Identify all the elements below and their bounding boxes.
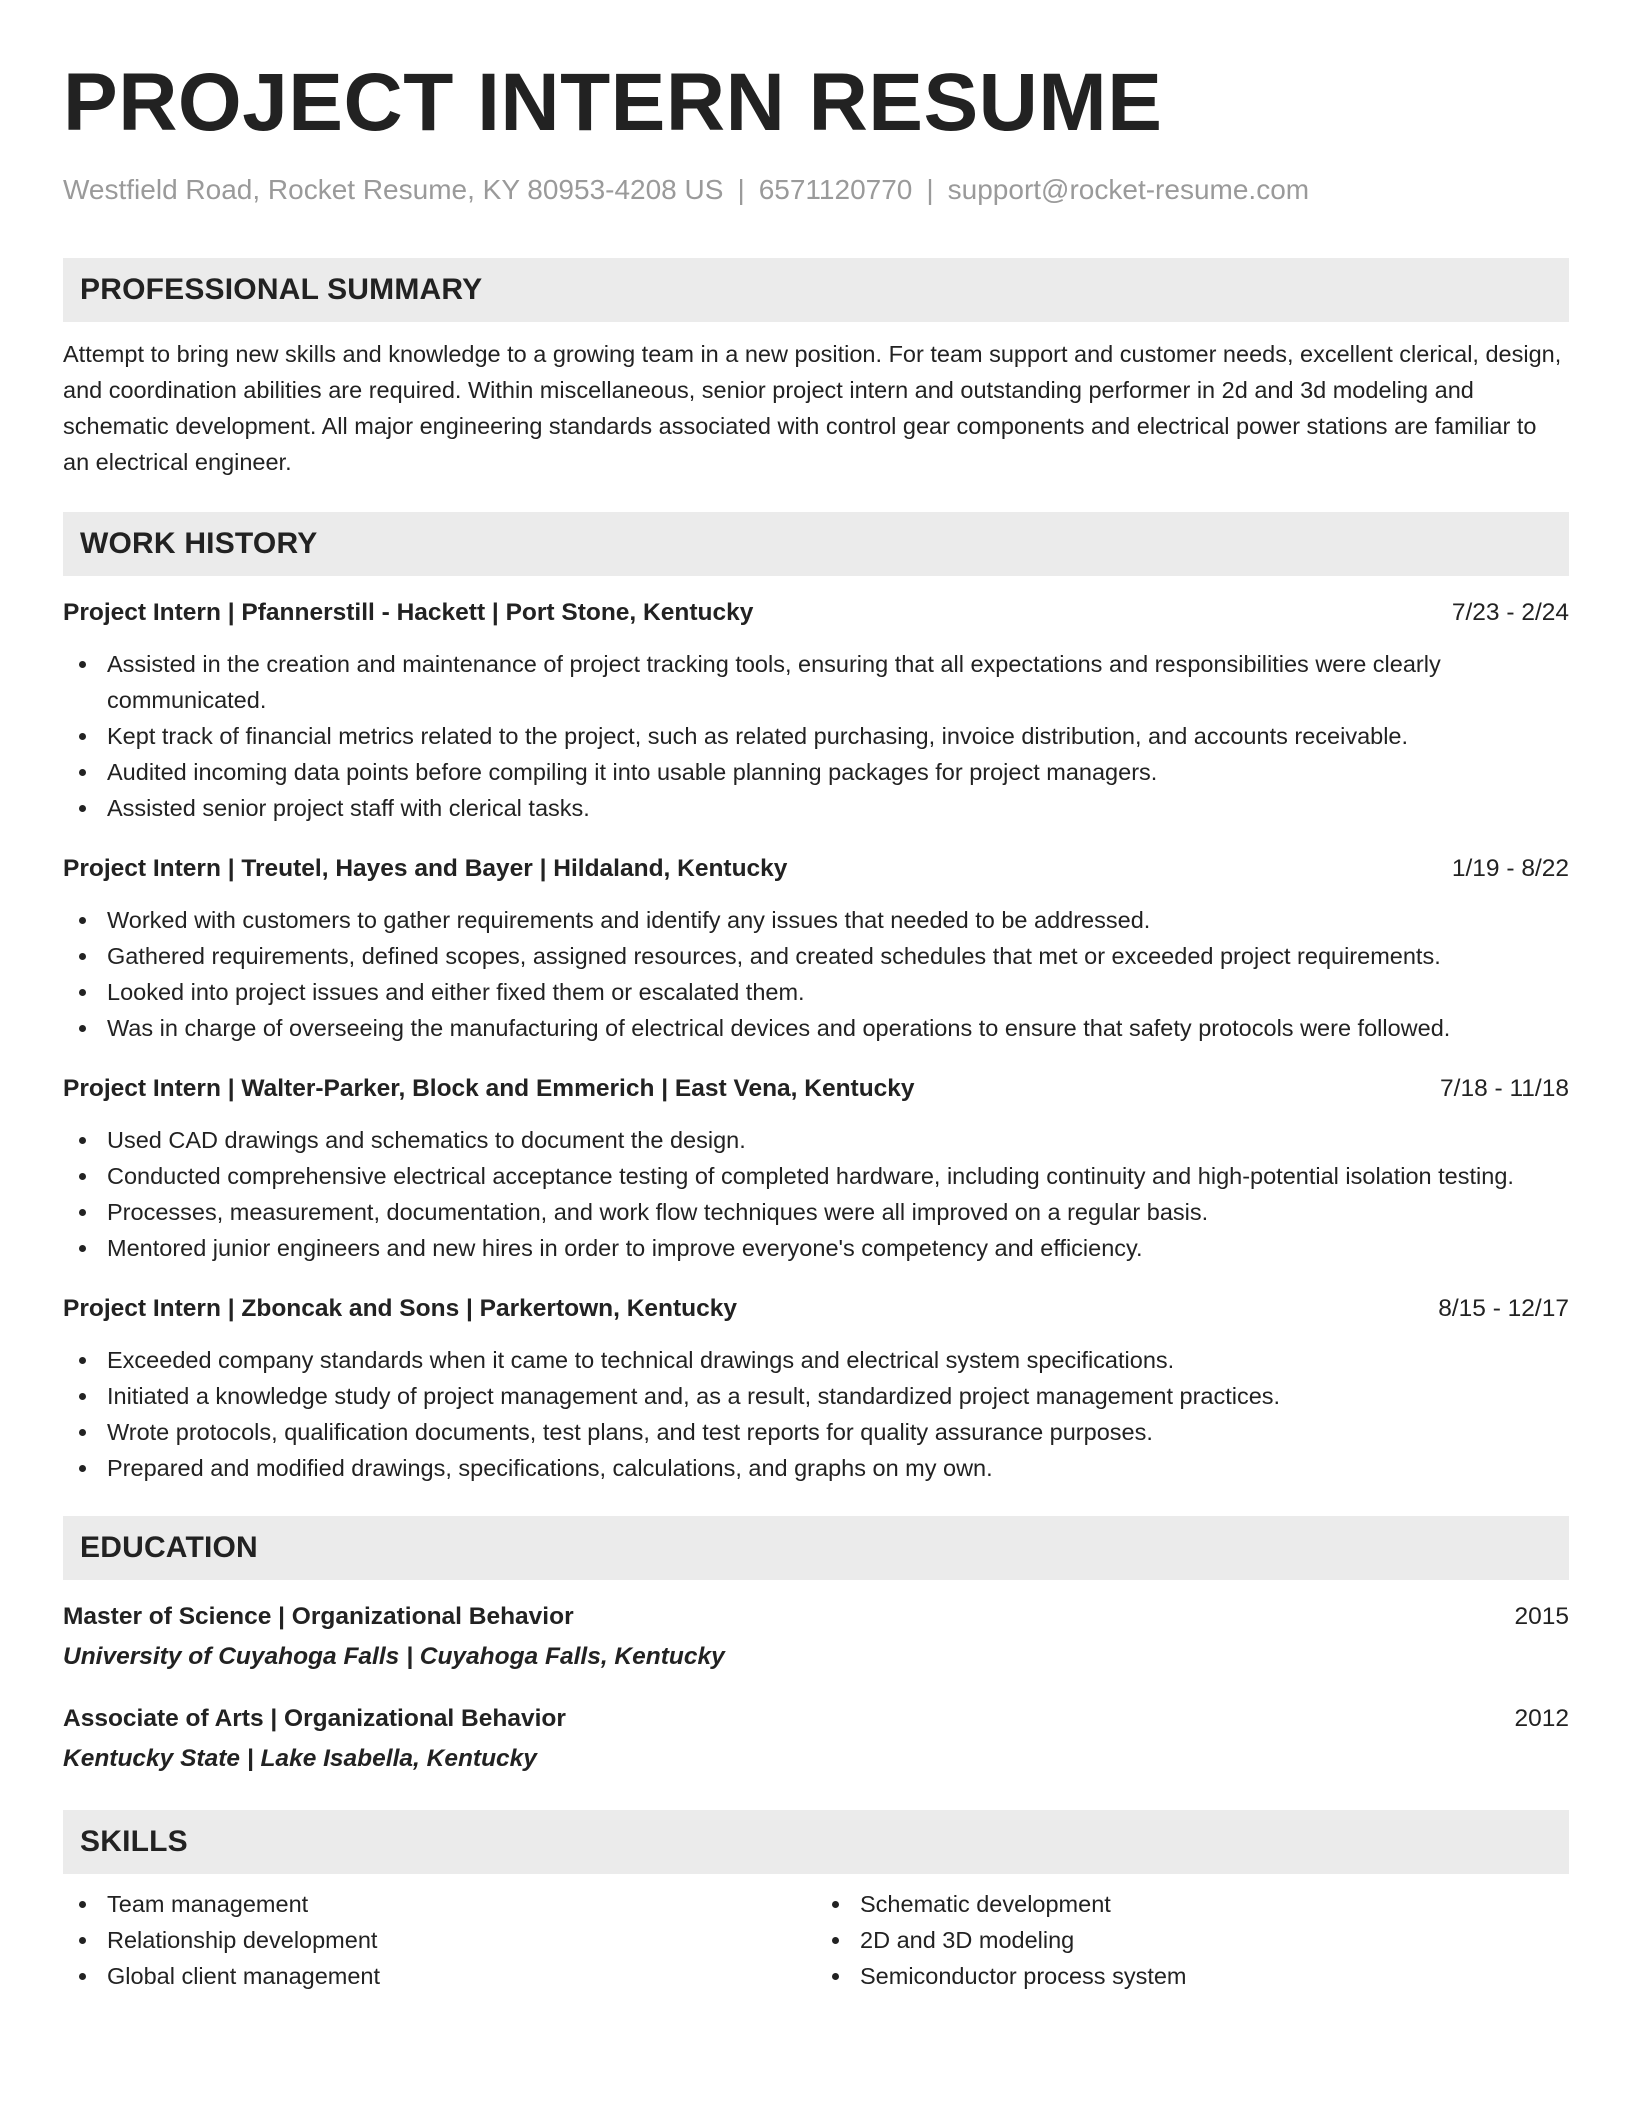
summary-text: Attempt to bring new skills and knowledge to a growing team in a new position. For team support and customer needs, excellent clerical, design, and coordination abilities are required. Within miscellaneous, senior project intern and outstanding performer in 2d and 3d modeling and schematic development. All major engineering standards associated with control gear components and electrical power stations are familiar to an electrical engineer. bbox=[63, 341, 1562, 475]
education-school: Kentucky State | Lake Isabella, Kentucky bbox=[63, 1745, 537, 1772]
job-bullets bbox=[63, 902, 1569, 1046]
education-header bbox=[63, 1600, 1569, 1634]
contact-separator: | bbox=[926, 174, 934, 205]
job-bullet: Audited incoming data points before compiling it into usable planning packages for project managers. bbox=[107, 754, 1569, 790]
job-bullet: Kept track of financial metrics related to the project, such as related purchasing, invoice distribution, and accounts receivable. bbox=[107, 718, 1569, 754]
job-bullets bbox=[63, 1342, 1569, 1486]
skill-item: 2D and 3D modeling bbox=[860, 1922, 1569, 1958]
job-dates: 7/18 - 11/18 bbox=[1440, 1075, 1569, 1102]
skills-heading: SKILLS bbox=[63, 1810, 1569, 1874]
job-title: Project Intern | Pfannerstill - Hackett | Port Stone, Kentucky bbox=[63, 599, 754, 626]
job-bullet: Used CAD drawings and schematics to document the design. bbox=[107, 1122, 1569, 1158]
contact-separator: | bbox=[737, 174, 745, 205]
job-bullet: Exceeded company standards when it came to technical drawings and electrical system specifications. bbox=[107, 1342, 1569, 1378]
resume-title: PROJECT INTERN RESUME bbox=[63, 57, 1163, 148]
job-entry bbox=[63, 596, 1569, 826]
education-degree: Master of Science | Organizational Behavior bbox=[63, 1603, 574, 1630]
job-bullets bbox=[63, 1122, 1569, 1266]
job-bullet: Wrote protocols, qualification documents, test plans, and test reports for quality assurance purposes. bbox=[107, 1414, 1569, 1450]
job-header bbox=[63, 852, 1569, 886]
job-bullet: Looked into project issues and either fixed them or escalated them. bbox=[107, 974, 1569, 1010]
contact-phone: 6571120770 bbox=[758, 174, 913, 205]
work-history-heading: WORK HISTORY bbox=[63, 512, 1569, 576]
job-bullets bbox=[63, 646, 1569, 826]
job-header bbox=[63, 1292, 1569, 1326]
job-bullet: Prepared and modified drawings, specifications, calculations, and graphs on my own. bbox=[107, 1450, 1569, 1486]
job-header bbox=[63, 1072, 1569, 1106]
job-dates: 8/15 - 12/17 bbox=[1438, 1295, 1569, 1322]
job-bullet: Worked with customers to gather requirements and identify any issues that needed to be addressed. bbox=[107, 902, 1569, 938]
job-entry bbox=[63, 852, 1569, 1046]
contact-line bbox=[63, 174, 1569, 206]
job-title: Project Intern | Walter-Parker, Block and Emmerich | East Vena, Kentucky bbox=[63, 1075, 915, 1102]
education-header bbox=[63, 1702, 1569, 1736]
job-title: Project Intern | Zboncak and Sons | Parkertown, Kentucky bbox=[63, 1295, 738, 1322]
education-year: 2015 bbox=[1514, 1603, 1569, 1630]
job-bullet: Assisted in the creation and maintenance of project tracking tools, ensuring that all expectations and responsibilities were clearly communicated. bbox=[107, 646, 1569, 718]
education-entry bbox=[63, 1600, 1569, 1674]
job-bullet: Processes, measurement, documentation, and work flow techniques were all improved on a regular basis. bbox=[107, 1194, 1569, 1230]
education-degree: Associate of Arts | Organizational Behavior bbox=[63, 1705, 566, 1732]
skill-item: Global client management bbox=[107, 1958, 816, 1994]
job-bullet: Was in charge of overseeing the manufacturing of electrical devices and operations to ensure that safety protocols were followed. bbox=[107, 1010, 1569, 1046]
skills-column-left bbox=[63, 1886, 816, 1994]
skill-item: Team management bbox=[107, 1886, 816, 1922]
job-dates: 7/23 - 2/24 bbox=[1451, 599, 1569, 626]
education-entry bbox=[63, 1702, 1569, 1776]
job-bullet: Mentored junior engineers and new hires in order to improve everyone's competency and efficiency. bbox=[107, 1230, 1569, 1266]
skill-item: Semiconductor process system bbox=[860, 1958, 1569, 1994]
education-year: 2012 bbox=[1514, 1705, 1569, 1732]
skills-column-right bbox=[816, 1886, 1569, 1994]
skill-item: Relationship development bbox=[107, 1922, 816, 1958]
education-heading: EDUCATION bbox=[63, 1516, 1569, 1580]
skills-list bbox=[63, 1886, 1569, 1994]
job-entry bbox=[63, 1072, 1569, 1266]
contact-email: support@rocket-resume.com bbox=[947, 174, 1310, 205]
job-bullet: Initiated a knowledge study of project management and, as a result, standardized project management practices. bbox=[107, 1378, 1569, 1414]
education-school: University of Cuyahoga Falls | Cuyahoga Falls, Kentucky bbox=[63, 1643, 725, 1670]
job-bullet: Conducted comprehensive electrical acceptance testing of completed hardware, including continuity and high-potential isolation testing. bbox=[107, 1158, 1569, 1194]
job-dates: 1/19 - 8/22 bbox=[1451, 855, 1569, 882]
contact-address: Westfield Road, Rocket Resume, KY 80953-4208 US bbox=[63, 174, 724, 205]
job-entry bbox=[63, 1292, 1569, 1486]
job-header bbox=[63, 596, 1569, 630]
summary-heading: PROFESSIONAL SUMMARY bbox=[63, 258, 1569, 322]
skill-item: Schematic development bbox=[860, 1886, 1569, 1922]
job-bullet: Assisted senior project staff with clerical tasks. bbox=[107, 790, 1569, 826]
job-bullet: Gathered requirements, defined scopes, assigned resources, and created schedules that met or exceeded project requirements. bbox=[107, 938, 1569, 974]
job-title: Project Intern | Treutel, Hayes and Bayer | Hildaland, Kentucky bbox=[63, 855, 788, 882]
